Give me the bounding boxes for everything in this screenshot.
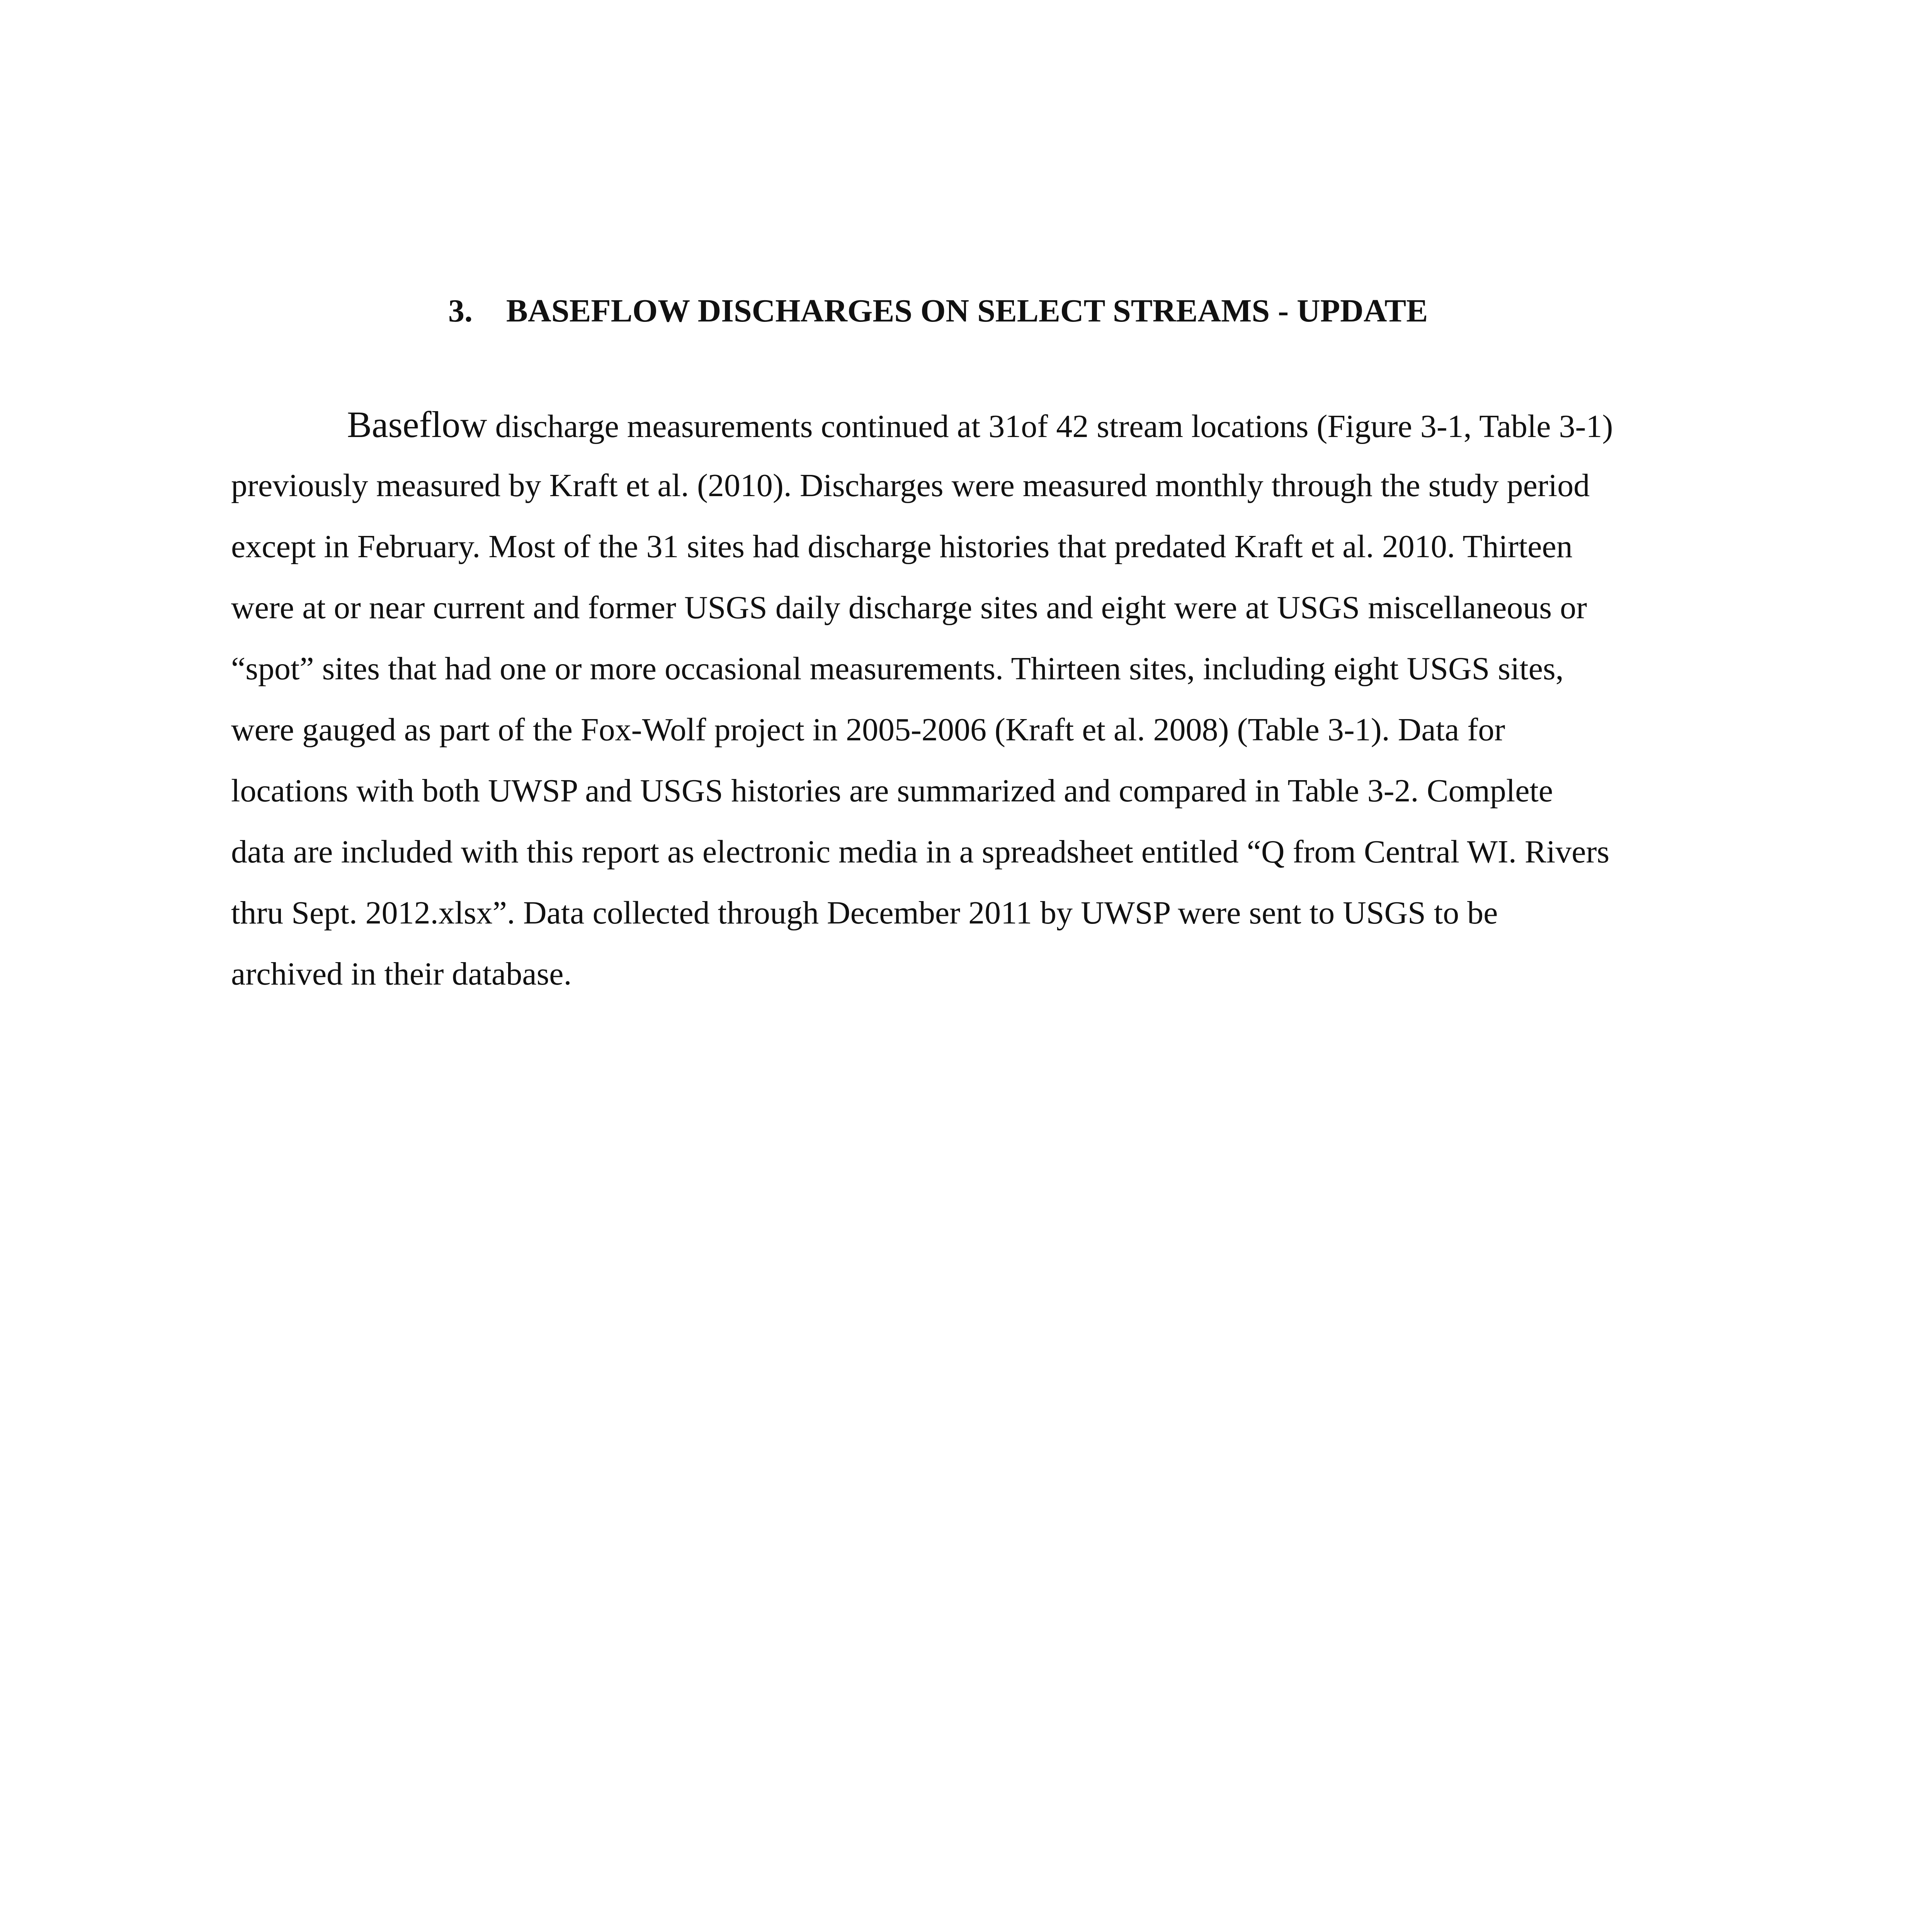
body-paragraph bbox=[231, 394, 1738, 1005]
paragraph-lead-word: Baseflow bbox=[347, 404, 487, 445]
section-number: 3. bbox=[448, 293, 473, 329]
paragraph-line: were at or near current and former USGS daily discharge sites and eight were at USGS miscellaneous or bbox=[231, 590, 1587, 626]
paragraph-line: except in February. Most of the 31 sites had discharge histories that predated Kraft et al. 2010. Thirteen bbox=[231, 529, 1573, 565]
paragraph-line: previously measured by Kraft et al. (2010). Discharges were measured monthly through the study period bbox=[231, 468, 1590, 503]
paragraph-line-text: discharge measurements continued at 31of 42 stream locations (Figure 3-1, Table 3-1) bbox=[487, 408, 1613, 444]
paragraph-line bbox=[231, 394, 1738, 455]
paragraph-line: archived in their database. bbox=[231, 956, 572, 992]
paragraph-line: “spot” sites that had one or more occasional measurements. Thirteen sites, including eight USGS sites, bbox=[231, 651, 1564, 687]
paragraph-line: data are included with this report as electronic media in a spreadsheet entitled “Q from Central WI. Rivers bbox=[231, 834, 1610, 870]
paragraph-line: locations with both UWSP and USGS histories are summarized and compared in Table 3-2. Complete bbox=[231, 773, 1553, 809]
section-title: BASEFLOW DISCHARGES ON SELECT STREAMS - UPDATE bbox=[506, 293, 1428, 329]
paragraph-line: were gauged as part of the Fox-Wolf project in 2005-2006 (Kraft et al. 2008) (Table 3-1). Data for bbox=[231, 712, 1505, 748]
paragraph-line: thru Sept. 2012.xlsx”. Data collected through December 2011 by UWSP were sent to USGS to be bbox=[231, 895, 1498, 931]
section-heading bbox=[448, 288, 1685, 334]
